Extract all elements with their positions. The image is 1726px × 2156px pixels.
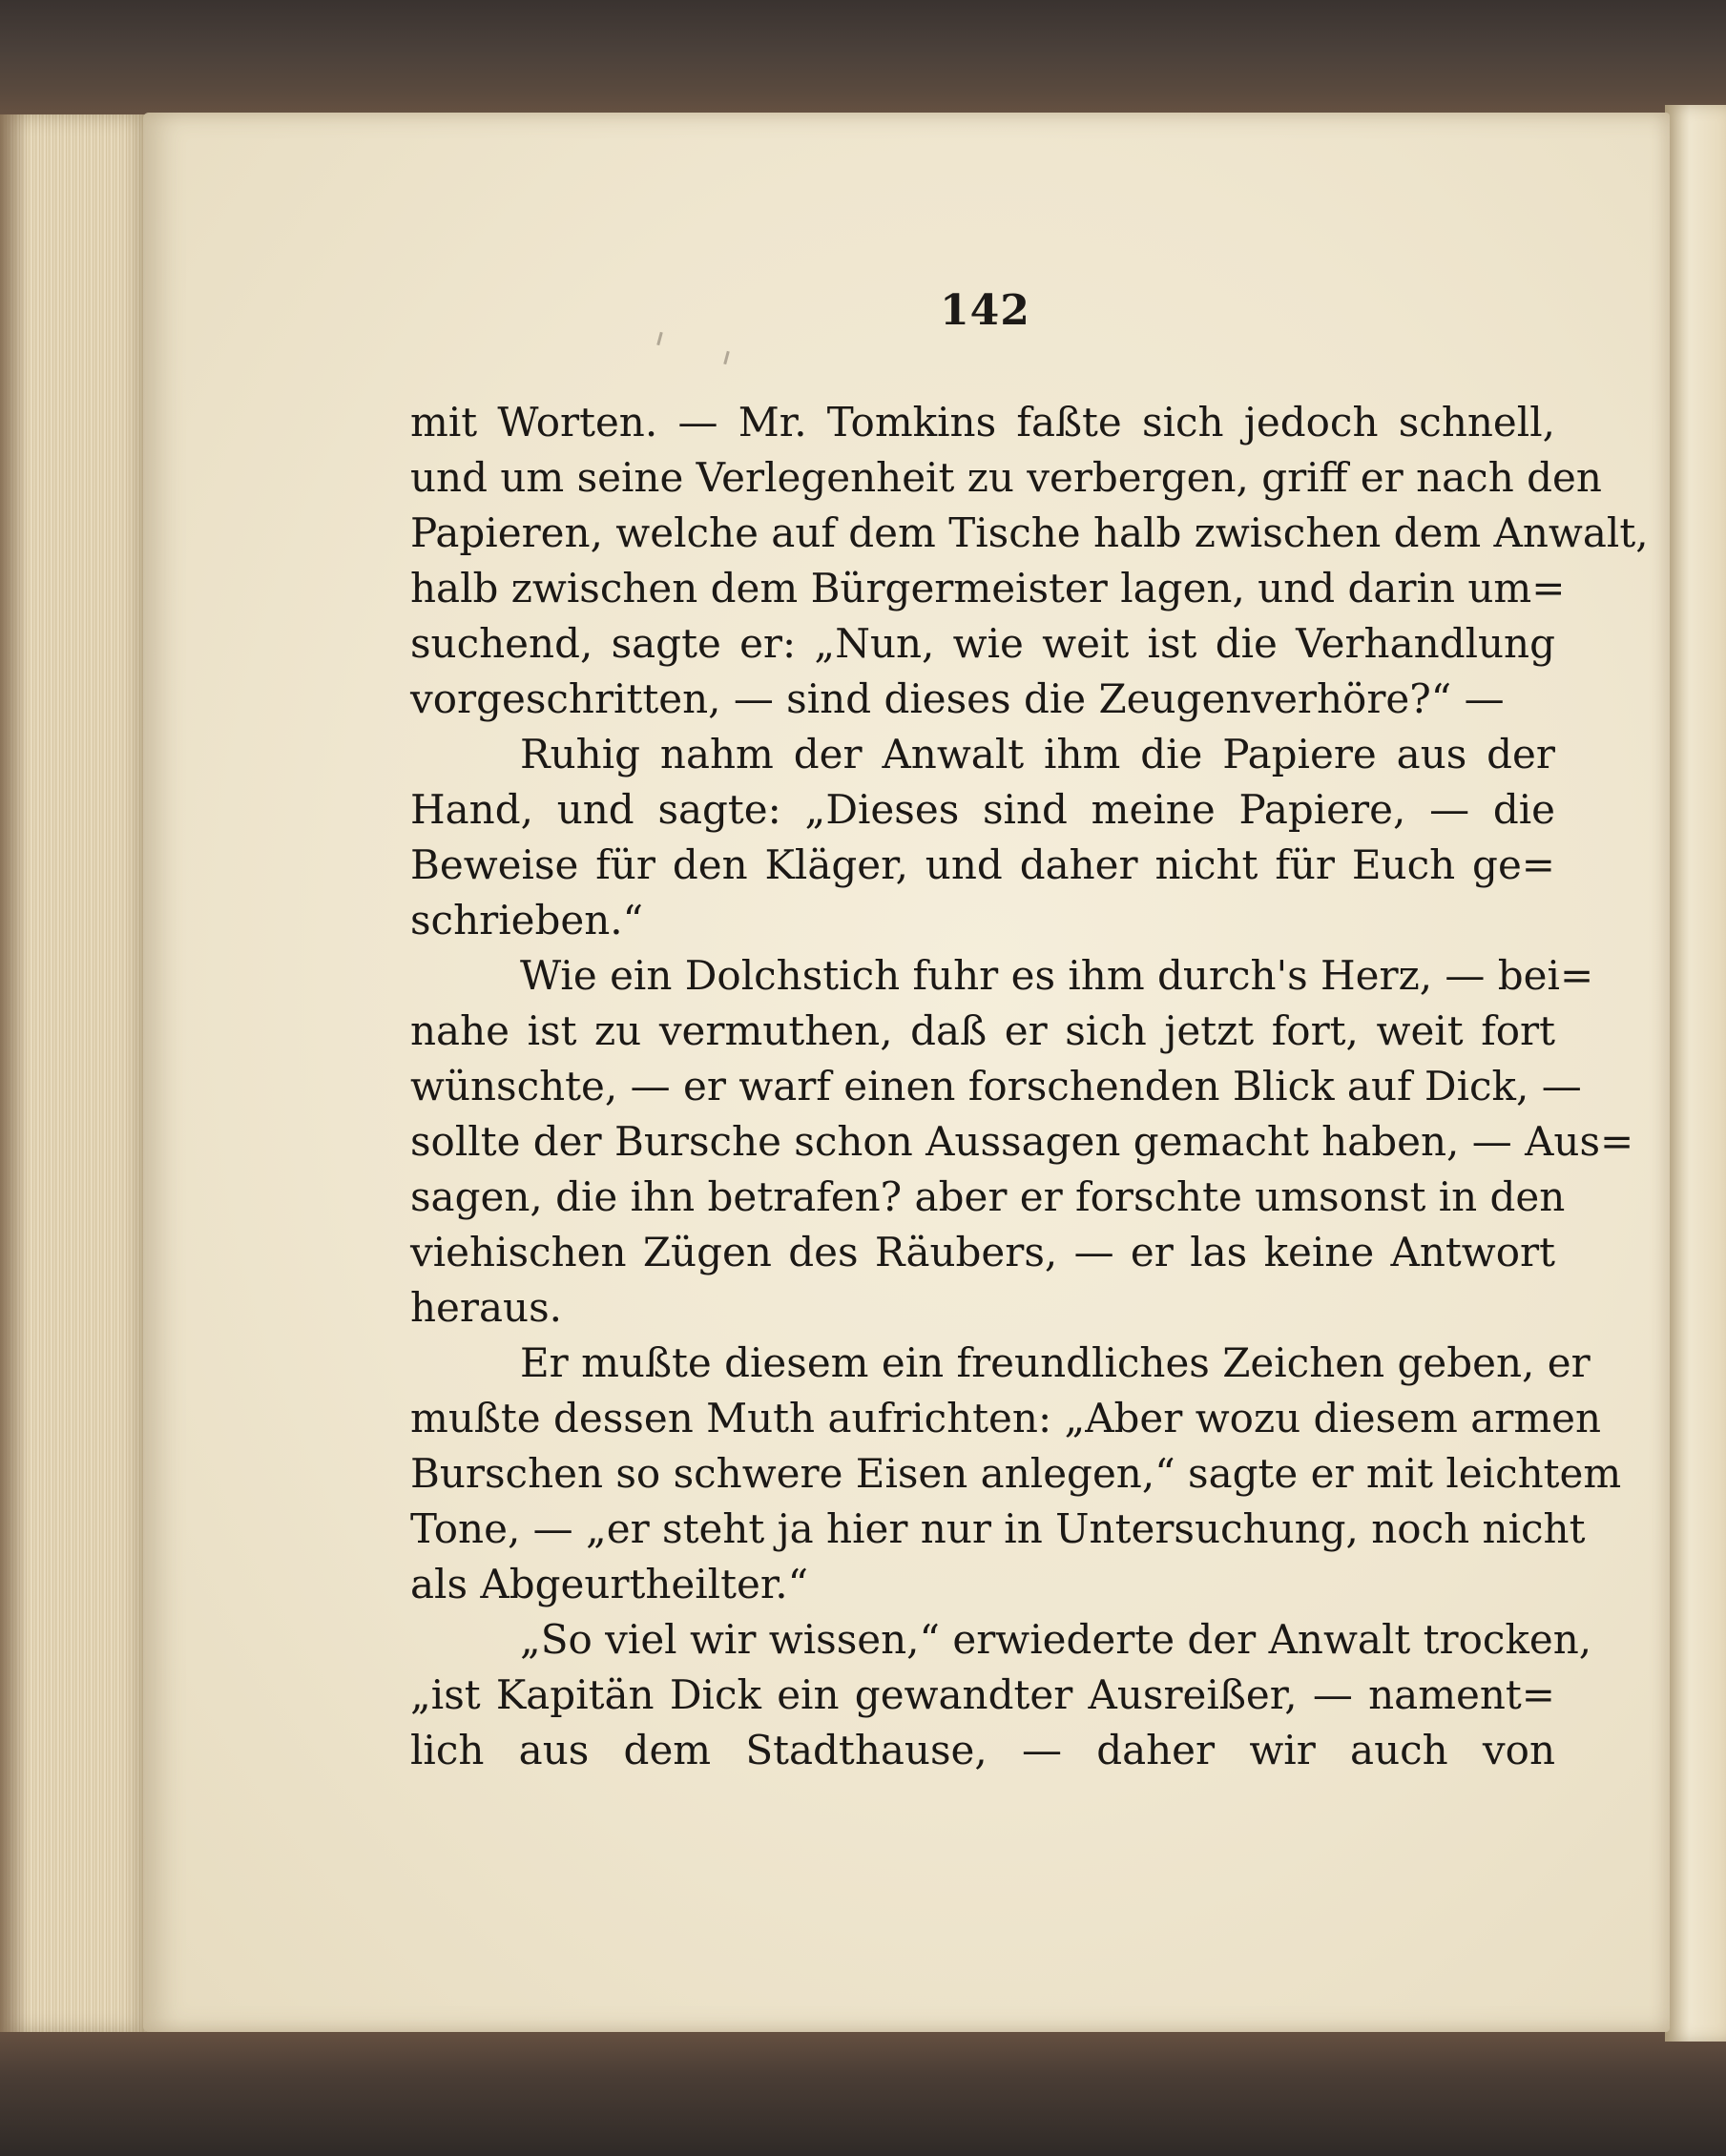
facing-page-edge bbox=[1665, 105, 1726, 2042]
text-line: nahe ist zu vermuthen, daß er sich jetzt fort, weit fort bbox=[410, 1007, 1555, 1054]
text-line: als Abgeurtheilter.“ bbox=[410, 1561, 809, 1607]
binding-bottom bbox=[0, 2022, 1726, 2156]
binding-top bbox=[0, 0, 1726, 124]
text-line: viehischen Zügen des Räubers, — er las keine Antwort bbox=[410, 1229, 1555, 1275]
paper-speck bbox=[723, 351, 730, 364]
text-line: Ruhig nahm der Anwalt ihm die Papiere aus der bbox=[520, 731, 1555, 777]
text-line: Papieren, welche auf dem Tische halb zwischen dem Anwalt, bbox=[410, 509, 1649, 556]
text-line: Er mußte diesem ein freundliches Zeichen geben, er bbox=[520, 1339, 1591, 1386]
text-line: lich aus dem Stadthause, — daher wir auch von bbox=[410, 1727, 1555, 1773]
page-edges-shadow bbox=[0, 114, 29, 2032]
text-line: vorgeschritten, — sind dieses die Zeugenverhöre?“ — bbox=[410, 675, 1505, 722]
text-line: mit Worten. — Mr. Tomkins faßte sich jedoch schnell, bbox=[410, 399, 1555, 446]
text-line: halb zwischen dem Bürgermeister lagen, und darin um= bbox=[410, 565, 1566, 612]
text-line: Beweise für den Kläger, und daher nicht für Euch ge= bbox=[410, 841, 1555, 888]
text-line: „ist Kapitän Dick ein gewandter Ausreißer, — nament= bbox=[410, 1671, 1555, 1718]
text-line: Wie ein Dolchstich fuhr es ihm durch's Herz, — bei= bbox=[520, 952, 1594, 999]
body-text bbox=[410, 395, 1649, 1778]
text-line: sollte der Bursche schon Aussagen gemacht haben, — Aus= bbox=[410, 1118, 1634, 1165]
text-line: Hand, und sagte: „Dieses sind meine Papiere, — die bbox=[410, 786, 1555, 833]
text-line: mußte dessen Muth aufrichten: „Aber wozu diesem armen bbox=[410, 1395, 1602, 1441]
text-line: suchend, sagte er: „Nun, wie weit ist die Verhandlung bbox=[410, 620, 1555, 667]
text-line: und um seine Verlegenheit zu verbergen, griff er nach den bbox=[410, 454, 1602, 501]
text-line: Tone, — „er steht ja hier nur in Untersuchung, noch nicht bbox=[410, 1505, 1586, 1552]
text-line: Burschen so schwere Eisen anlegen,“ sagte er mit leichtem bbox=[410, 1450, 1622, 1497]
page-number: 142 bbox=[940, 286, 1030, 335]
text-line: wünschte, — er warf einen forschenden Blick auf Dick, — bbox=[410, 1063, 1582, 1109]
text-line: heraus. bbox=[410, 1284, 562, 1331]
text-line: schrieben.“ bbox=[410, 897, 644, 943]
text-line: „So viel wir wissen,“ erwiederte der Anwalt trocken, bbox=[520, 1616, 1592, 1663]
text-line: sagen, die ihn betrafen? aber er forschte umsonst in den bbox=[410, 1173, 1566, 1220]
